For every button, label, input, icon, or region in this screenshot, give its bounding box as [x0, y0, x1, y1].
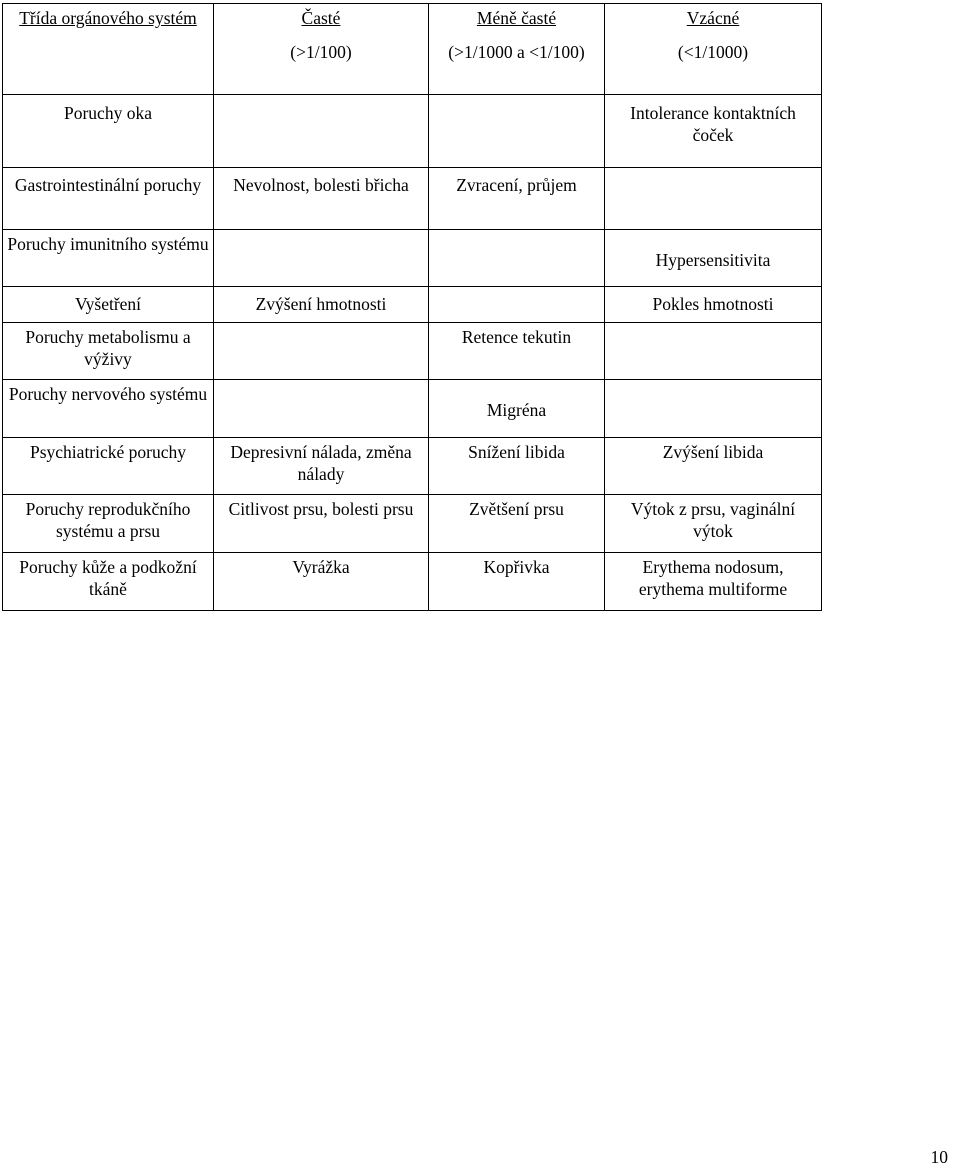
- header-organ-class-label: Třída orgánového systém: [19, 8, 197, 28]
- common-cell: Citlivost prsu, bolesti prsu: [214, 495, 429, 553]
- rare-cell: [605, 380, 822, 438]
- organ-cell: Poruchy nervového systému: [3, 380, 214, 438]
- organ-cell: Poruchy imunitního systému: [3, 230, 214, 287]
- header-rare-frequency: (<1/1000): [677, 42, 749, 62]
- organ-cell: Poruchy kůže a podkožní tkáně: [3, 553, 214, 611]
- rare-cell: Erythema nodosum, erythema multiforme: [605, 553, 822, 611]
- header-rare: [605, 4, 822, 95]
- header-rare-label: Vzácné: [686, 8, 740, 28]
- rare-cell: Výtok z prsu, vaginální výtok: [605, 495, 822, 553]
- uncommon-cell: [429, 287, 605, 323]
- organ-cell: Vyšetření: [3, 287, 214, 323]
- common-cell: Zvýšení hmotnosti: [214, 287, 429, 323]
- header-uncommon: [429, 4, 605, 95]
- table-row: [3, 438, 822, 495]
- header-organ-class: [3, 4, 214, 95]
- table-row: [3, 230, 822, 287]
- rare-cell: Zvýšení libida: [605, 438, 822, 495]
- header-uncommon-label: Méně časté: [476, 8, 557, 28]
- page-number: 10: [930, 1147, 948, 1167]
- rare-cell: Pokles hmotnosti: [605, 287, 822, 323]
- uncommon-cell: Migréna: [429, 380, 605, 438]
- rare-cell: Hypersensitivita: [605, 230, 822, 287]
- uncommon-cell: [429, 95, 605, 168]
- table-row: [3, 323, 822, 380]
- common-cell: Nevolnost, bolesti břicha: [214, 168, 429, 230]
- organ-cell: Poruchy oka: [3, 95, 214, 168]
- common-cell: [214, 380, 429, 438]
- table-row: [3, 495, 822, 553]
- header-common: [214, 4, 429, 95]
- common-cell: Depresivní nálada, změna nálady: [214, 438, 429, 495]
- table-row: [3, 287, 822, 323]
- common-cell: [214, 323, 429, 380]
- header-common-frequency: (>1/100): [290, 42, 352, 62]
- table-row: [3, 95, 822, 168]
- uncommon-cell: [429, 230, 605, 287]
- uncommon-cell: Kopřivka: [429, 553, 605, 611]
- adverse-effects-table: [2, 3, 822, 611]
- table-row: [3, 553, 822, 611]
- uncommon-cell: Retence tekutin: [429, 323, 605, 380]
- uncommon-cell: Zvracení, průjem: [429, 168, 605, 230]
- rare-cell: [605, 323, 822, 380]
- common-cell: Vyrážka: [214, 553, 429, 611]
- organ-cell: Poruchy reprodukčního systému a prsu: [3, 495, 214, 553]
- organ-cell: Poruchy metabolismu a výživy: [3, 323, 214, 380]
- table-row: [3, 168, 822, 230]
- uncommon-cell: Zvětšení prsu: [429, 495, 605, 553]
- uncommon-cell: Snížení libida: [429, 438, 605, 495]
- header-common-label: Časté: [301, 8, 341, 28]
- table-header-row: [3, 4, 822, 95]
- organ-cell: Psychiatrické poruchy: [3, 438, 214, 495]
- common-cell: [214, 95, 429, 168]
- rare-cell: [605, 168, 822, 230]
- table-row: [3, 380, 822, 438]
- header-uncommon-frequency: (>1/1000 a <1/100): [448, 42, 585, 62]
- rare-cell: Intolerance kontaktních čoček: [605, 95, 822, 168]
- common-cell: [214, 230, 429, 287]
- organ-cell: Gastrointestinální poruchy: [3, 168, 214, 230]
